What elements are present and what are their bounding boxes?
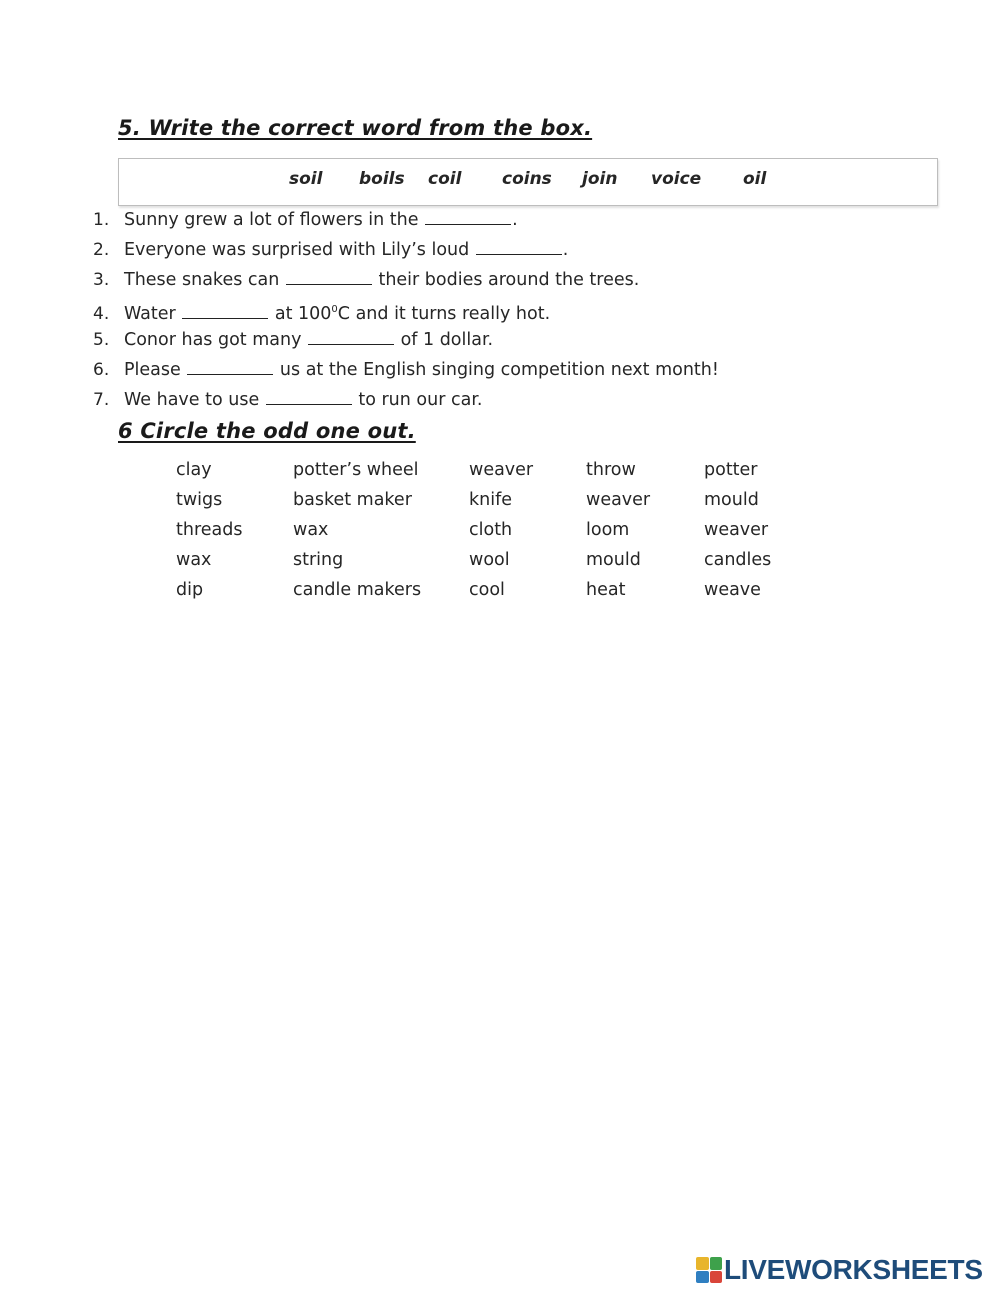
item-number: 6. xyxy=(93,360,110,380)
item-text: Please xyxy=(124,360,187,380)
exercise-item xyxy=(93,298,719,328)
exercise-item xyxy=(93,208,719,238)
odd-row xyxy=(176,517,814,547)
odd-word[interactable]: knife xyxy=(469,490,513,510)
answer-blank[interactable] xyxy=(308,328,394,345)
item-text: C and it turns really hot. xyxy=(337,303,551,324)
word-box-item: voice xyxy=(651,169,702,189)
odd-word[interactable]: candle makers xyxy=(293,580,422,600)
odd-word[interactable]: potter xyxy=(704,460,758,480)
odd-row xyxy=(176,487,814,517)
word-box-item: soil xyxy=(289,169,323,189)
item-text: Everyone was surprised with Lily’s loud xyxy=(124,240,475,260)
odd-word[interactable]: mould xyxy=(586,550,641,570)
liveworksheets-logo-icon xyxy=(696,1257,722,1283)
item-text: to run our car. xyxy=(352,390,483,410)
word-box xyxy=(118,158,938,206)
liveworksheets-logo[interactable] xyxy=(696,1254,983,1286)
logo-square xyxy=(696,1271,709,1284)
item-number: 4. xyxy=(93,303,110,324)
exercise-item xyxy=(93,268,719,298)
item-number: 7. xyxy=(93,390,110,410)
logo-wordmark: LIVEWORKSHEETS xyxy=(724,1254,983,1285)
logo-square xyxy=(710,1257,723,1270)
word-box-item: oil xyxy=(743,169,767,189)
odd-word[interactable]: weaver xyxy=(704,520,769,540)
odd-row xyxy=(176,577,814,607)
odd-word[interactable]: mould xyxy=(704,490,759,510)
item-text: Water xyxy=(124,303,182,324)
odd-word[interactable]: wax xyxy=(176,550,212,570)
item-text: . xyxy=(512,210,518,230)
exercise-item xyxy=(93,328,719,358)
odd-word[interactable]: basket maker xyxy=(293,490,412,510)
item-number: 3. xyxy=(93,270,110,290)
logo-square xyxy=(696,1257,709,1270)
answer-blank[interactable] xyxy=(286,268,372,285)
exercise-item xyxy=(93,238,719,268)
odd-word[interactable]: twigs xyxy=(176,490,223,510)
exercise-item xyxy=(93,358,719,388)
odd-word[interactable]: wax xyxy=(293,520,329,540)
item-number: 1. xyxy=(93,210,110,230)
answer-blank[interactable] xyxy=(187,358,273,375)
item-text: These snakes can xyxy=(124,270,285,290)
item-text: us at the English singing competition next month! xyxy=(274,360,719,380)
answer-blank[interactable] xyxy=(266,388,352,405)
item-text: . xyxy=(562,240,569,260)
odd-word[interactable]: candles xyxy=(704,550,772,570)
odd-word[interactable]: weaver xyxy=(469,460,534,480)
odd-word[interactable]: weaver xyxy=(586,490,651,510)
word-box-item: coil xyxy=(428,169,462,189)
answer-blank[interactable] xyxy=(425,208,511,225)
odd-word[interactable]: throw xyxy=(586,460,636,480)
item-text: of 1 dollar. xyxy=(395,330,494,350)
answer-blank[interactable] xyxy=(182,302,268,319)
odd-word[interactable]: heat xyxy=(586,580,626,600)
odd-word[interactable]: wool xyxy=(469,550,510,570)
odd-word[interactable]: string xyxy=(293,550,344,570)
odd-word[interactable]: potter’s wheel xyxy=(293,460,419,480)
fill-in-list xyxy=(93,208,719,418)
exercise-item xyxy=(93,388,719,418)
odd-row xyxy=(176,547,814,577)
odd-word[interactable]: cool xyxy=(469,580,505,600)
odd-word[interactable]: loom xyxy=(586,520,630,540)
section-5-heading: 5. Write the correct word from the box. xyxy=(118,116,593,140)
item-number: 2. xyxy=(93,240,110,260)
item-text: We have to use xyxy=(124,390,265,410)
logo-square xyxy=(710,1271,723,1284)
word-box-item: boils xyxy=(359,169,405,189)
answer-blank[interactable] xyxy=(476,238,562,255)
odd-word[interactable]: threads xyxy=(176,520,243,540)
odd-word[interactable]: dip xyxy=(176,580,204,600)
odd-word[interactable]: cloth xyxy=(469,520,513,540)
item-text: at 100 xyxy=(269,303,332,324)
odd-row xyxy=(176,457,814,487)
item-number: 5. xyxy=(93,330,110,350)
item-text: Sunny grew a lot of flowers in the xyxy=(124,210,425,230)
superscript-degree: 0 xyxy=(331,304,338,315)
odd-one-out-table xyxy=(176,457,814,607)
word-box-item: coins xyxy=(502,169,552,189)
item-text: Conor has got many xyxy=(124,330,307,350)
odd-word[interactable]: clay xyxy=(176,460,212,480)
word-box-item: join xyxy=(582,169,618,189)
odd-word[interactable]: weave xyxy=(704,580,761,600)
item-text: their bodies around the trees. xyxy=(372,270,640,290)
section-6-heading: 6 Circle the odd one out. xyxy=(118,419,416,443)
